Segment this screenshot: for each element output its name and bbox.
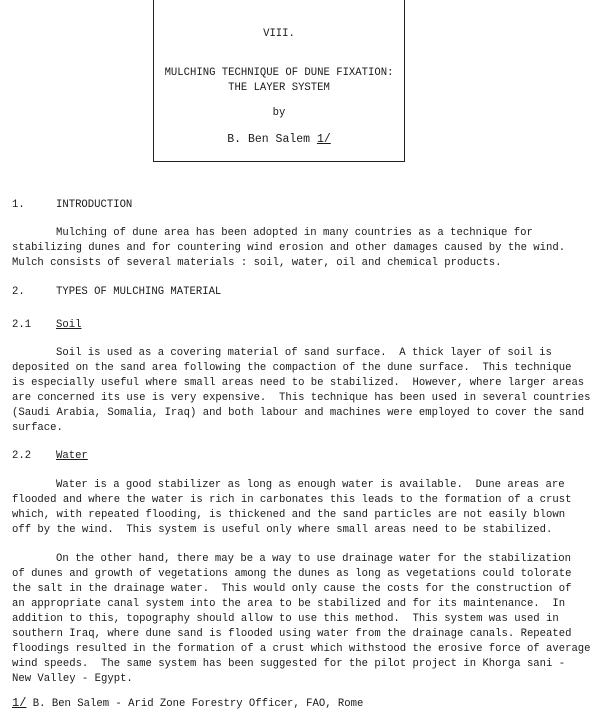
paragraph-line [12, 628, 571, 641]
text: Soil [56, 319, 82, 331]
paragraph-line [56, 227, 533, 240]
text: Soil is used as a covering material of sand surface. A thick layer of soil is [56, 347, 552, 359]
paragraph-line [12, 392, 591, 405]
paragraph-line [12, 658, 565, 671]
text: Mulch consists of several materials : soil, water, oil and chemical products. [12, 257, 502, 269]
paragraph-line [12, 494, 571, 507]
text: off by the wind. This system is useful only where small areas need to be stabilized. [12, 524, 553, 536]
section-s22-heading [56, 450, 88, 463]
paragraph-line [12, 598, 565, 611]
title-line-2: THE LAYER SYSTEM [228, 82, 330, 94]
paragraph-line [12, 362, 571, 375]
text: southern Iraq, where dune sand is flooded using water from the drainage canals. Repeated [12, 628, 572, 640]
section-s2-heading [56, 286, 221, 299]
footnote-text: B. Ben Salem - Arid Zone Forestry Officer, FAO, Rome [26, 698, 364, 710]
text: Water [56, 450, 88, 462]
text: TYPES OF MULCHING MATERIAL [56, 286, 222, 298]
text: (Saudi Arabia, Somalia, Iraq) and both labour and machines were employed to cover the sand [12, 407, 585, 419]
text: stabilizing dunes and for countering wind erosion and other damages caused by the wind. [12, 242, 566, 254]
chapter-number: VIII. [263, 28, 295, 40]
text: is especially useful where small areas need to be stabilized. However, where larger areas [12, 377, 585, 389]
paragraph-line [12, 613, 559, 626]
text: are concerned its use is very expensive. This technique has been used in several countries [12, 392, 591, 404]
text: surface. [12, 422, 63, 434]
paragraph-line [56, 479, 565, 492]
section-s1-number [12, 199, 25, 212]
title-box [153, 0, 405, 162]
section-s21-number [12, 319, 31, 332]
text: flooded and where the water is rich in carbonates this leads to the formation of a crust [12, 494, 572, 506]
text: Mulching of dune area has been adopted in many countries as a technique for [56, 227, 533, 239]
footnote [12, 697, 363, 711]
paragraph-line [56, 347, 552, 360]
author-name: B. Ben Salem [227, 133, 317, 146]
paragraph-line [12, 257, 502, 270]
section-number: 2.1 [12, 319, 32, 331]
section-number: 2.2 [12, 450, 32, 462]
paragraph-line [12, 643, 591, 656]
section-s22-number [12, 450, 31, 463]
title-line-1: MULCHING TECHNIQUE OF DUNE FIXATION: [164, 67, 394, 79]
paragraph-line [12, 407, 584, 420]
paragraph-line [12, 509, 565, 522]
by-line: by [272, 107, 286, 119]
text: floodings resulted in the formation of a crust which withstood the erosive force of average [12, 643, 591, 655]
paragraph-line [12, 242, 565, 255]
section-s21-heading [56, 319, 81, 332]
paragraph-line [12, 583, 571, 596]
text: Water is a good stabilizer as long as enough water is available. Dune areas are [56, 479, 565, 491]
paragraph-line [12, 568, 571, 581]
text: which, with repeated flooding, is thickened and the sand particles are not easily blown [12, 509, 566, 521]
text: wind speeds. The same system has been suggested for the pilot project in Khorga sani - [12, 658, 566, 670]
paragraph-line [56, 553, 571, 566]
paragraph-line [12, 377, 584, 390]
text: INTRODUCTION [56, 199, 133, 211]
footnote-ref: 1/ [316, 133, 331, 146]
text: addition to this, topography should allow to use this method. This system was used in [12, 613, 559, 625]
text: of dunes and growth of vegetations among the dunes as long as vegetations could tolorate [12, 568, 572, 580]
section-number: 2. [12, 286, 25, 298]
section-number: 1. [12, 199, 25, 211]
author [154, 133, 404, 146]
text: On the other hand, there may be a way to use drainage water for the stabilization [56, 553, 571, 565]
footnote-marker: 1/ [12, 696, 27, 710]
text: New Valley - Egypt. [12, 673, 133, 685]
text: deposited on the sand area following the compaction of the dune surface. This technique [12, 362, 572, 374]
paragraph-line [12, 524, 552, 537]
paragraph-line [12, 422, 63, 435]
text: an appropriate canal system into the area to be stabilized and for its maintenance. In [12, 598, 566, 610]
section-s1-heading [56, 199, 132, 212]
section-s2-number [12, 286, 25, 299]
text: the salt in the drainage water. This would only cause the costs for the construction of [12, 583, 572, 595]
paragraph-line [12, 673, 133, 686]
